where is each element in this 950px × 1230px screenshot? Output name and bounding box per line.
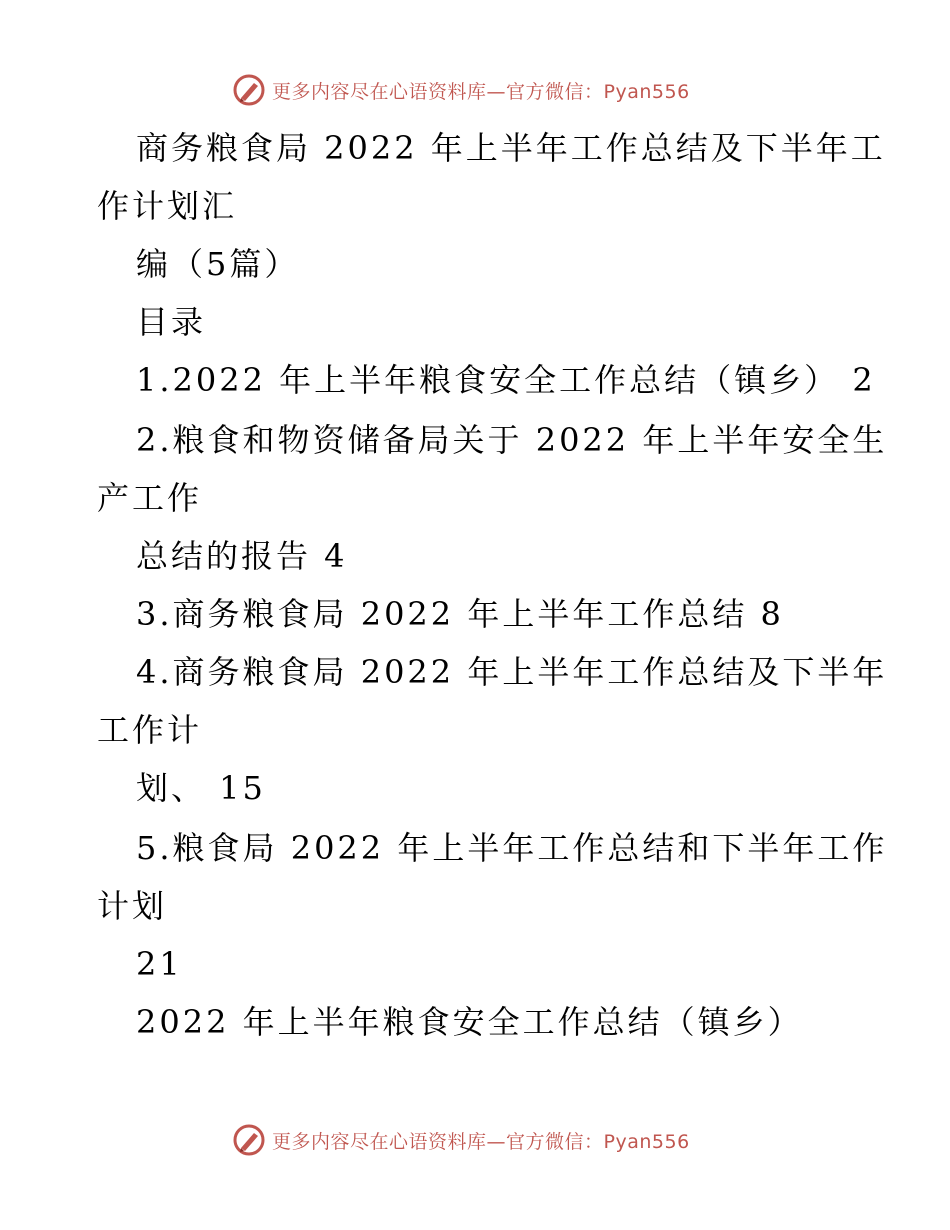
watermark-text: 更多内容尽在心语资料库—官方微信：Pyan556 xyxy=(272,80,690,103)
toc-item-4: 4.商务粮食局 2022 年上半年工作总结及下半年 xyxy=(136,653,888,691)
watermark-text: 更多内容尽在心语资料库—官方微信：Pyan556 xyxy=(272,1130,690,1153)
pen-logo-icon xyxy=(232,73,266,107)
toc-item-2-cont-1: 产工作 xyxy=(97,479,203,517)
toc-item-5: 5.粮食局 2022 年上半年工作总结和下半年工作 xyxy=(136,829,888,867)
toc-item-5-cont-2: 21 xyxy=(136,945,183,983)
toc-item-4-cont-2: 划、 15 xyxy=(136,769,266,807)
watermark-header xyxy=(0,70,950,110)
title-line-2: 作计划汇 xyxy=(97,187,238,225)
title-line-1: 商务粮食局 2022 年上半年工作总结及下半年工 xyxy=(136,129,886,167)
toc-item-2-cont-2: 总结的报告 4 xyxy=(136,537,348,575)
section-heading: 2022 年上半年粮食安全工作总结（镇乡） xyxy=(136,1003,803,1041)
toc-item-3: 3.商务粮食局 2022 年上半年工作总结 8 xyxy=(136,595,784,633)
toc-heading: 目录 xyxy=(136,303,207,341)
toc-item-5-cont-1: 计划 xyxy=(97,887,168,925)
toc-item-1: 1.2022 年上半年粮食安全工作总结（镇乡） 2 xyxy=(136,361,876,399)
pen-logo-icon xyxy=(232,1123,266,1157)
toc-item-2: 2.粮食和物资储备局关于 2022 年上半年安全生 xyxy=(136,421,888,459)
toc-item-4-cont-1: 工作计 xyxy=(97,711,203,749)
title-line-3: 编（5篇） xyxy=(136,245,300,283)
watermark-footer xyxy=(0,1120,950,1160)
